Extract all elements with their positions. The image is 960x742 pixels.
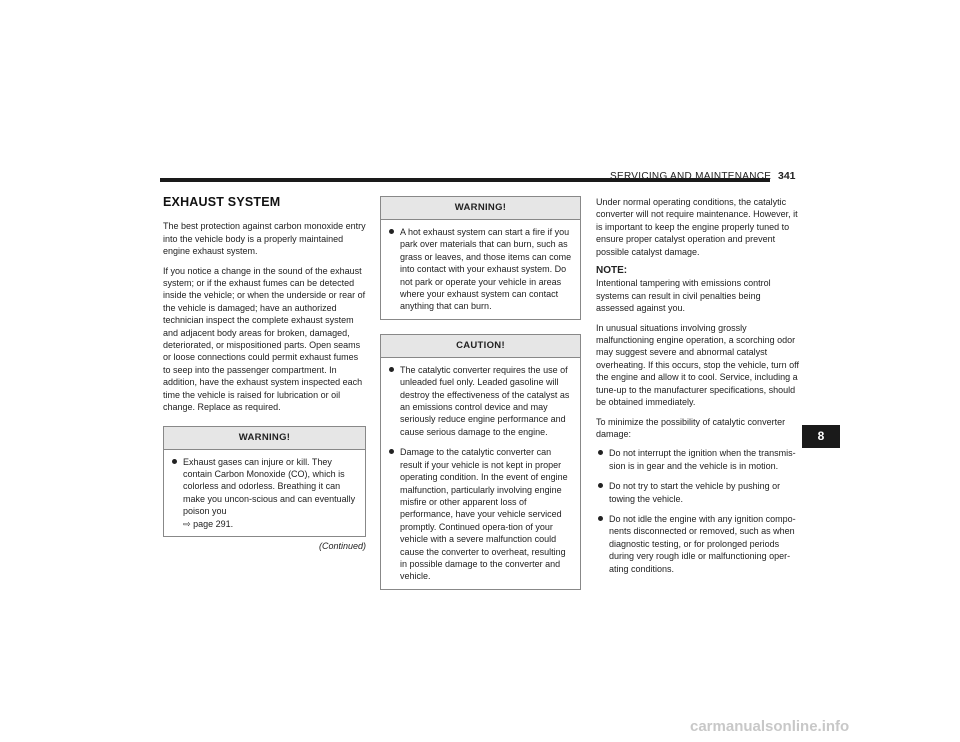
paragraph: In unusual situations involving grossly malfunctioning engine operation, a scorching odor may suggest severe and abnormal catalyst overheating. If this occurs, stop the vehicle, turn off the engine and allow it to cool. Service, including a tune-up to the manufacturer specifications, should be obtained immediately. [596,322,799,408]
paragraph: To minimize the possibility of catalytic converter damage: [596,416,786,439]
list-item-text: Do not idle the engine with any ignition compo-nents disconnected or removed, such as when diagnostic testing, or for prolonged periods during very rough idle or malfunctioning oper-ating conditions. [609,513,796,574]
note-text: Intentional tampering with emissions control systems can result in civil penalties being assessed against you. [596,278,771,314]
caution-box [380,334,581,590]
page-ref-link[interactable]: page 291. [193,518,234,529]
column-1 [163,196,366,552]
page-ref-arrow-icon: ⇨ [183,518,191,529]
caution-title: CAUTION! [381,335,580,358]
bullet-icon [389,367,394,372]
list-item-text: Do not interrupt the ignition when the transmis-sion is in gear and the vehicle is in motion. [609,448,796,471]
warning-title: WARNING! [381,197,580,220]
column-3 [596,196,800,575]
paragraph: If you notice a change in the sound of the exhaust system; or if the exhaust fumes can be detected inside the vehicle; or when the underside or rear of the vehicle is damaged; have an authorized technician inspect the complete exhaust system and adjacent body areas for broken, damaged, deteriorated, or mispositioned parts. Open seams or loose connections could permit exhaust fumes to seep into the passenger compartment. In addition, have the exhaust system inspected each time the vehicle is raised for lubrication or oil change. Replace as required. [163,265,366,413]
bullet-icon [389,449,394,454]
header-section-title: SERVICING AND MAINTENANCE [610,171,772,182]
warning-item-text: Exhaust gases can injure or kill. They contain Carbon Monoxide (CO), which is colorless and odorless. Breathing it can make you uncon-scious and can eventually poison you [183,456,356,517]
list-item [596,447,800,472]
list-item-text: Do not try to start the vehicle by pushing or towing the vehicle. [609,481,781,504]
warning-box [380,196,581,320]
bullet-icon [172,459,177,464]
note-label: NOTE: [596,265,628,277]
paragraph: Under normal operating conditions, the catalytic converter will not require maintenance. However, it is important to keep the engine properly tuned to ensure proper catalyst operation and prevent possible catalyst damage. [596,197,798,257]
warning-item [387,226,574,313]
page-number: 341 [778,170,796,182]
watermark: carmanualsonline.info [690,718,850,735]
warning-item-text: A hot exhaust system can start a fire if you park over materials that can burn, such as grass or leaves, and those items can come into contact with your exhaust system. Do not park or operate your vehicle in areas where your exhaust system can contact anything that can burn. [400,227,572,312]
bullet-icon [598,516,603,521]
warning-box [163,426,366,537]
list-item [596,480,800,505]
list-item [596,513,800,575]
caution-item-text: The catalytic converter requires the use of unleaded fuel only. Leaded gasoline will destroy the effectiveness of the catalyst as an emissions control device and may seriously reduce engine performance and cause serious damage to the engine. [400,364,570,437]
bullet-icon [598,450,603,455]
section-title: EXHAUST SYSTEM [163,195,281,209]
caution-item [387,364,574,438]
warning-title: WARNING! [164,427,365,450]
bullet-icon [389,229,394,234]
bullet-icon [598,483,603,488]
warning-item [170,456,359,530]
caution-item-text: Damage to the catalytic converter can result if your vehicle is not kept in proper operating condition. In the event of engine malfunction, particularly involving engine misfire or other apparent loss of performance, have your vehicle serviced promptly. Continued opera-tion of your vehicle with a severe malfunction could cause the converter to overheat, resulting in possible damage to the converter and vehicle. [400,447,568,582]
paragraph: The best protection against carbon monoxide entry into the vehicle body is a properly maintained engine exhaust system. [163,221,366,257]
column-2 [380,196,581,590]
caution-item [387,446,574,582]
chapter-tab: 8 [802,425,840,448]
continued-label: (Continued) [318,540,366,551]
